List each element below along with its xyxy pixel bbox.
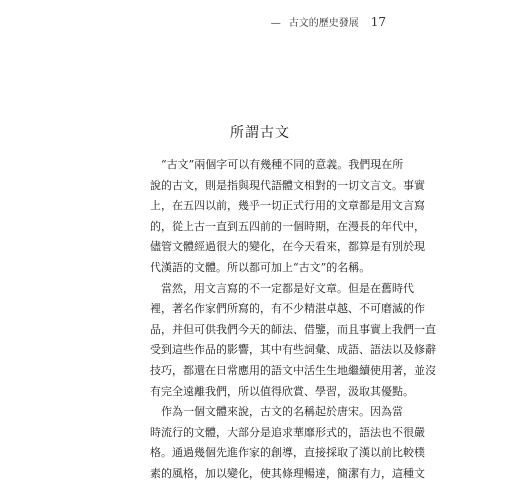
text-line: 素的風格，加以變化，使其條理暢達，簡潔有力，這種文 xyxy=(150,466,425,480)
text-line: 技巧，都還在日常應用的語文中活生生地繼續使用著，並沒 xyxy=(150,363,436,377)
text-line: “古文”兩個字可以有幾種不同的意義。我們現在所 xyxy=(150,158,404,171)
running-header xyxy=(271,14,386,29)
text-line: 的，從上古一直到五四前的一個時期，在漫長的年代中， xyxy=(150,219,425,233)
text-line: 有完全遠離我們，所以值得欣賞、學習，汲取其優點。 xyxy=(150,384,414,398)
text-line: 時流行的文體，大部分是追求華靡形式的，語法也不很嚴 xyxy=(150,425,425,439)
text-line: 裡，著名作家們所寫的，有不少精湛卓越、不可磨滅的作 xyxy=(150,302,425,316)
text-line: 作為一個文體來說，古文的名稱起於唐宋。因為當 xyxy=(150,405,403,419)
body-text xyxy=(150,155,436,485)
header-dash: — xyxy=(270,18,281,29)
text-line: 品，并但可供我們今天的師法、借鑒，而且事實上我們一直 xyxy=(150,322,436,336)
paragraph-2 xyxy=(150,279,436,403)
page-number: 17 xyxy=(370,15,386,29)
text-line: 格。通過幾個先進作家的創導，直接採取了漢以前比較樸 xyxy=(150,446,425,460)
text-line: 上，在五四以前，幾乎一切正式行用的文章都是用文言寫 xyxy=(150,199,425,213)
paragraph-1 xyxy=(150,155,425,279)
text-line: 當然，用文言寫的不一定都是好文章。但是在舊時代 xyxy=(150,281,414,295)
text-line: 受到這些作品的影響，其中有些詞彙、成語、語法以及修辭 xyxy=(150,343,436,357)
chapter-title: 所謂古文 xyxy=(230,125,290,141)
text-line: 儘管文體經過很大的變化，在今天看來，都算是有別於現 xyxy=(150,240,425,254)
header-section-title: 古文的歷史發展 xyxy=(288,18,359,29)
text-line: 說的古文，則是指與現代語體文相對的一切文言文。事實 xyxy=(150,178,425,192)
paragraph-3 xyxy=(150,402,425,484)
text-line: 代漢語的文體。所以都可加上“古文”的名稱。 xyxy=(150,260,371,274)
